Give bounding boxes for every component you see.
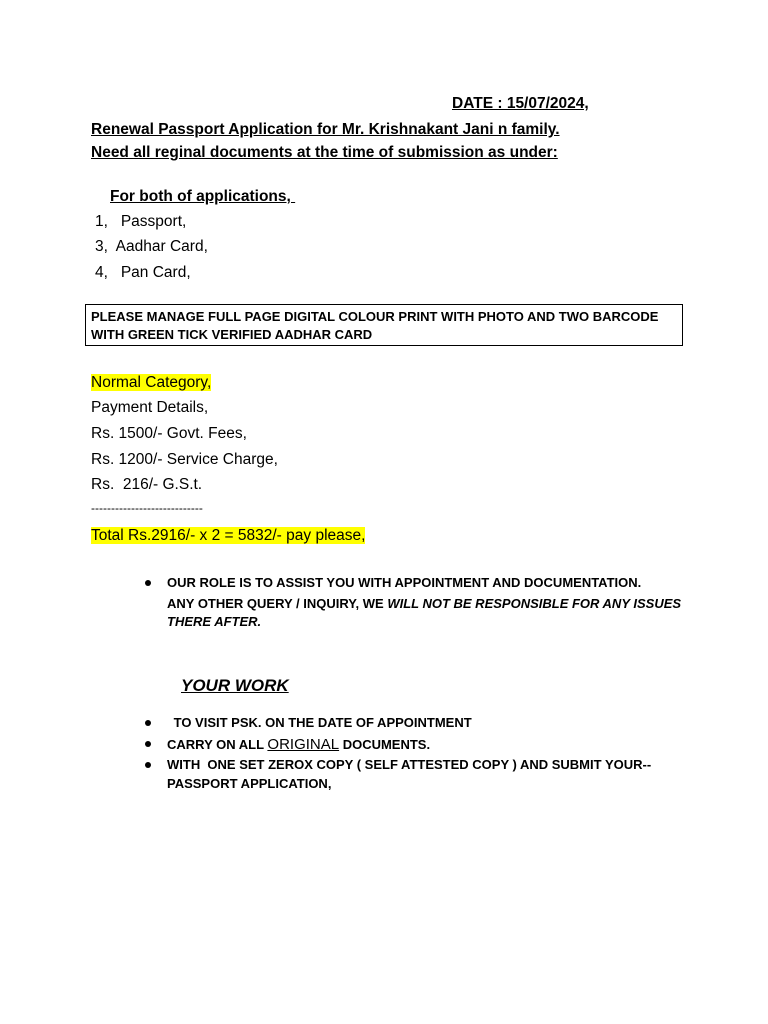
work-item-zerox: WITH ONE SET ZEROX COPY ( SELF ATTESTED COPY ) AND SUBMIT YOUR-- [167, 757, 652, 772]
document-subtitle: Need all reginal documents at the time of submission as under: [91, 144, 558, 161]
separator-line: ---------------------------- [91, 501, 203, 515]
bullet-icon [145, 720, 151, 726]
fee-gst: Rs. 216/- G.S.t. [91, 476, 203, 493]
applications-heading: For both of applications, [110, 188, 296, 205]
payment-total [91, 527, 365, 545]
work-item-visit: TO VISIT PSK. ON THE DATE OF APPOINTMENT [170, 715, 472, 730]
list-item-pan: 4, Pan Card, [95, 264, 191, 281]
payment-details-label: Payment Details, [91, 399, 209, 416]
payment-category [91, 374, 211, 392]
document-date: DATE : 15/07/2024, [452, 95, 589, 112]
bullet-icon [145, 741, 151, 747]
list-item-aadhar: 3, Aadhar Card, [95, 238, 208, 255]
category-highlight: Normal Category, [91, 374, 212, 391]
fee-service: Rs. 1200/- Service Charge, [91, 451, 278, 468]
total-highlight: Total Rs.2916/- x 2 = 5832/- pay please, [91, 527, 366, 544]
role-line-3: THERE AFTER. [167, 614, 262, 629]
original-emphasis: ORIGINAL [267, 736, 340, 753]
document-title: Renewal Passport Application for Mr. Krishnakant Jani n family. [91, 121, 560, 138]
work-item-zerox-cont: PASSPORT APPLICATION, [167, 776, 332, 791]
work-item-original-suffix: DOCUMENTS. [339, 737, 431, 752]
work-item-original-prefix: CARRY ON ALL [167, 737, 268, 752]
fee-govt: Rs. 1500/- Govt. Fees, [91, 425, 247, 442]
role-line-2 [167, 596, 681, 611]
list-item-passport: 1, Passport, [95, 213, 187, 230]
role-line-2-italic: WILL NOT BE RESPONSIBLE FOR ANY ISSUES [387, 596, 682, 611]
role-line-1: OUR ROLE IS TO ASSIST YOU WITH APPOINTMENT AND DOCUMENTATION. [167, 575, 642, 590]
your-work-heading: YOUR WORK [181, 676, 289, 695]
role-line-2-prefix: ANY OTHER QUERY / INQUIRY, WE [167, 596, 388, 611]
work-item-original [167, 736, 430, 753]
notice-box: PLEASE MANAGE FULL PAGE DIGITAL COLOUR PRINT WITH PHOTO AND TWO BARCODE WITH GREEN TICK VERIFIED AADHAR CARD [85, 304, 683, 346]
bullet-icon [145, 580, 151, 586]
bullet-icon [145, 762, 151, 768]
